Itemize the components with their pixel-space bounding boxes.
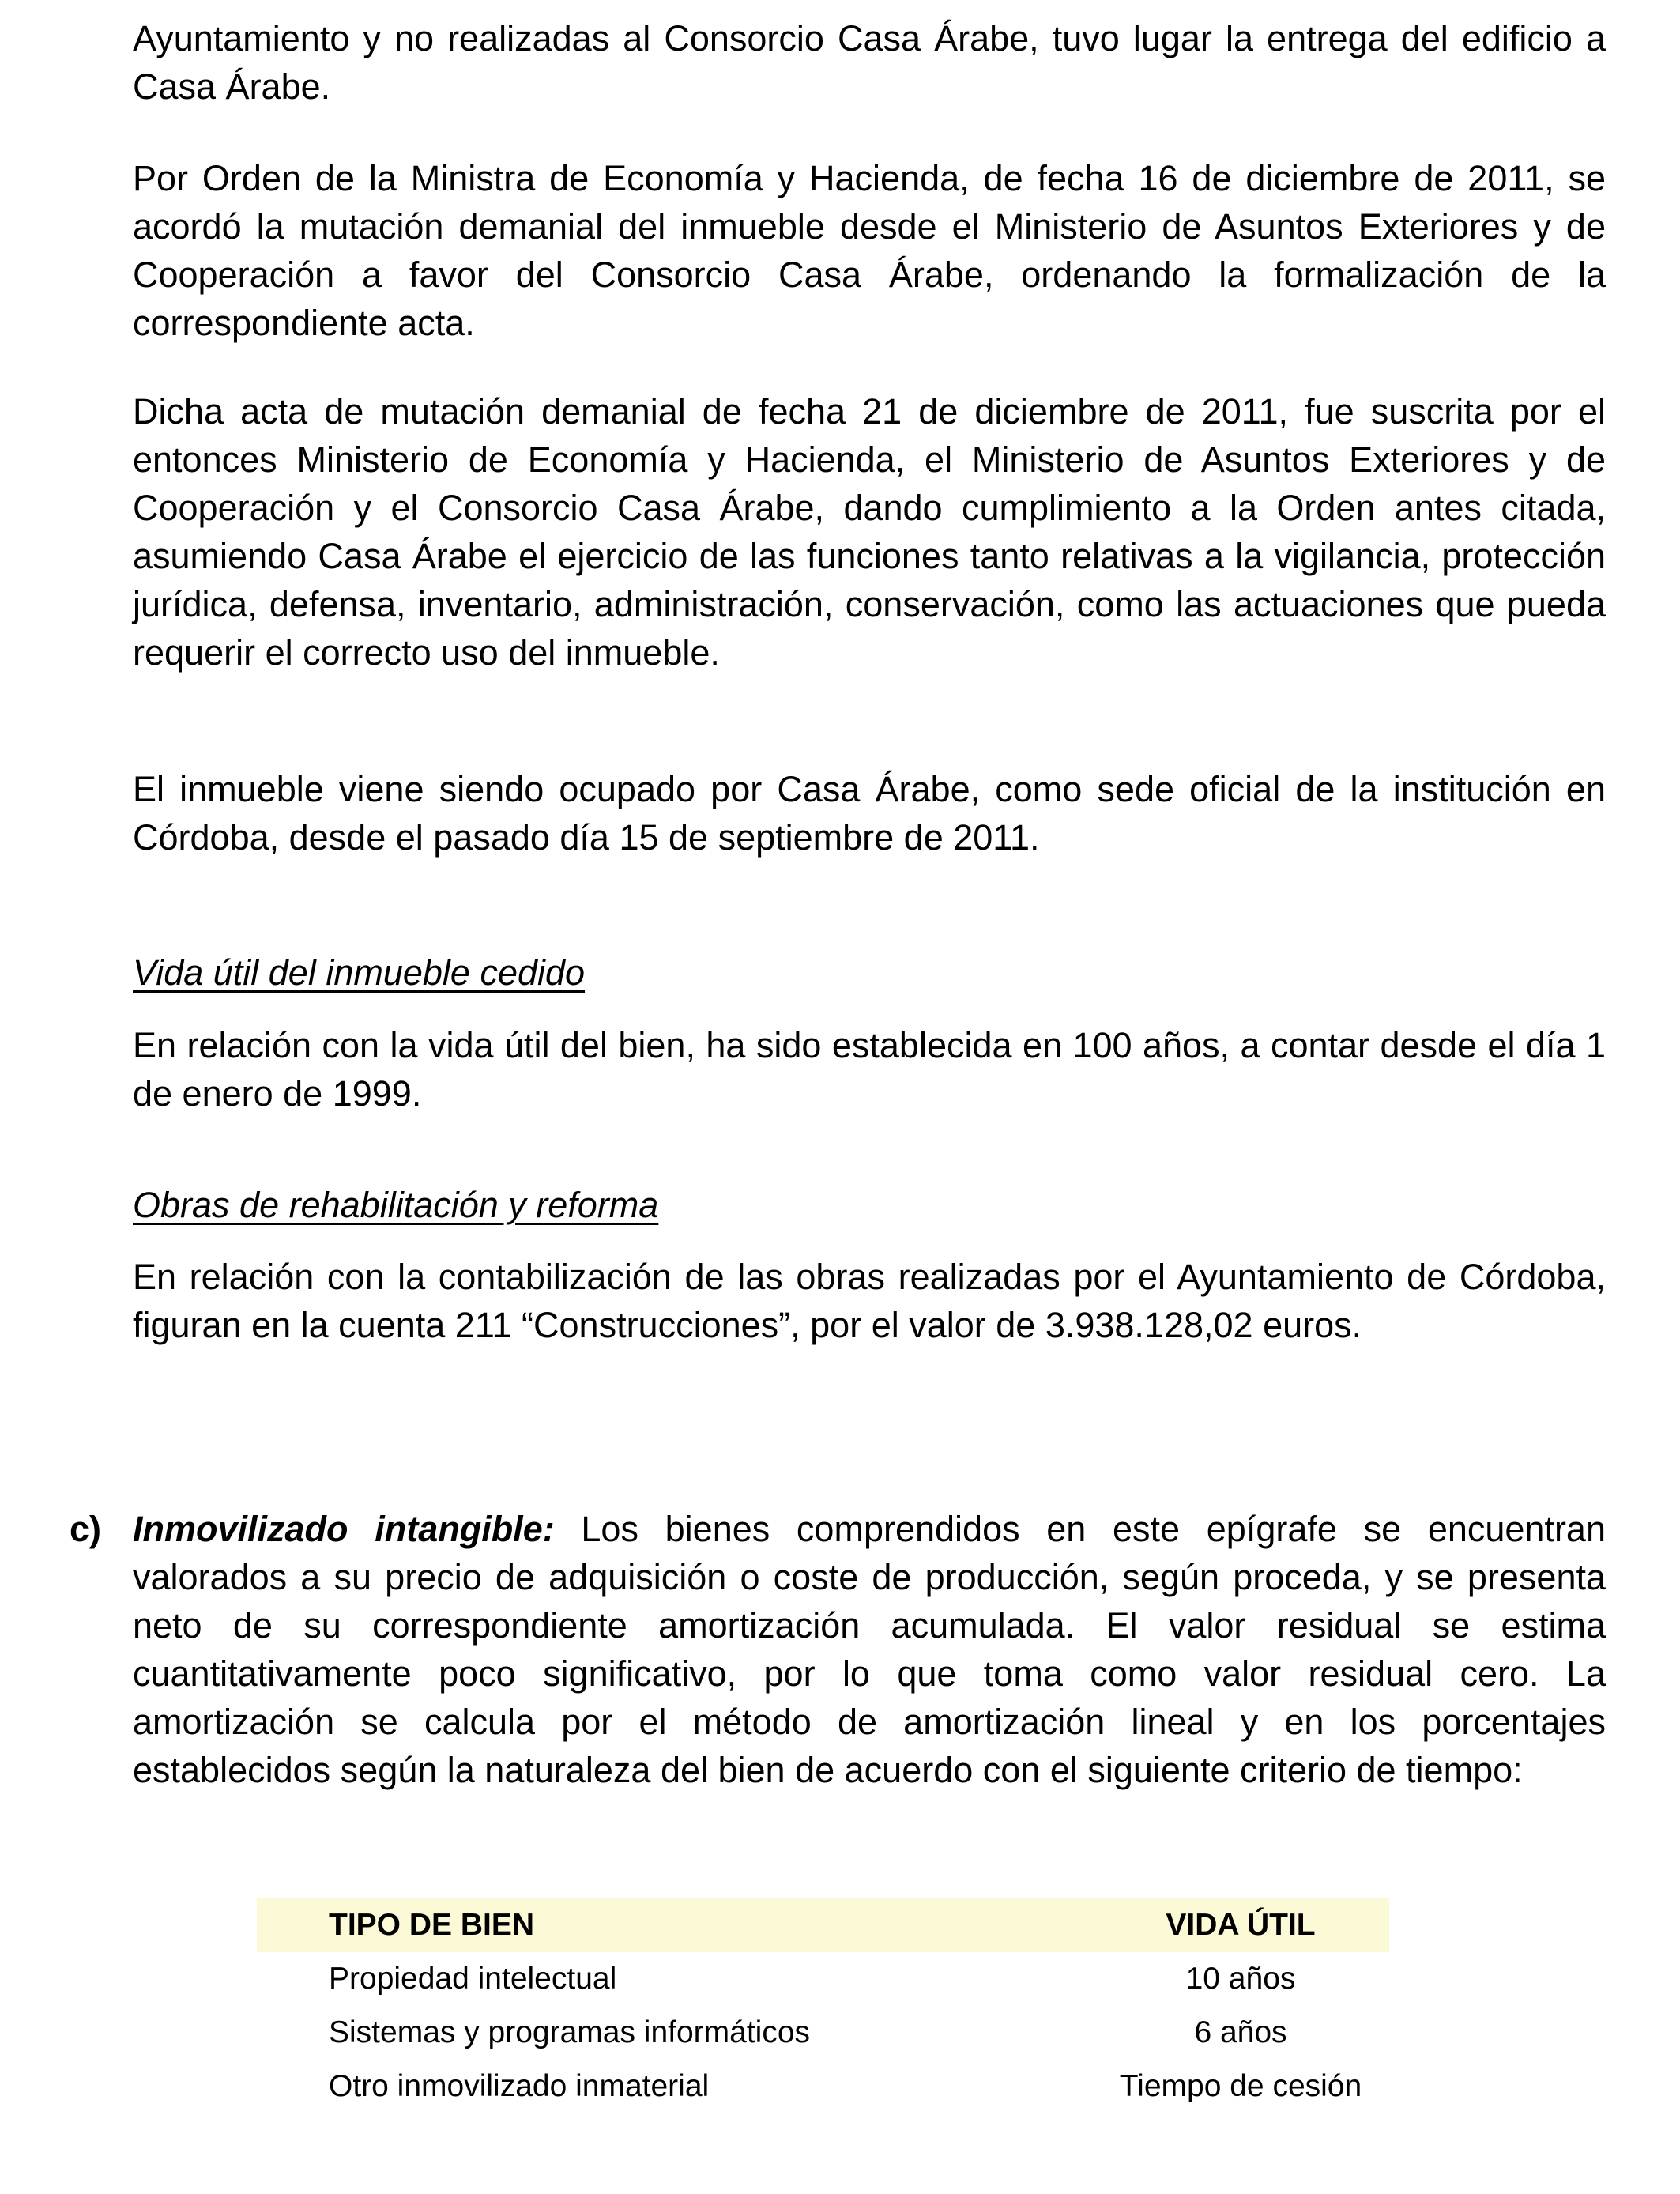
table-row [257,1952,1389,2006]
paragraph-acta-mutacion: Dicha acta de mutación demanial de fecha 21 de diciembre de 2011, fue suscrita por el entonces Ministerio de Economía y Hacienda, el Ministerio de Asuntos Exteriores y de Cooperación y el Consorcio Casa Árabe, dando cumplimiento a la Orden antes citada, asumiendo Casa Árabe el ejercicio de las funciones tanto relativas a la vigilancia, protección jurídica, defensa, inventario, administración, conservación, como las actuaciones que pueda requerir el correcto uso del inmueble. [133,391,1606,673]
vida-util-table [257,1898,1389,2113]
header-tipo-de-bien: TIPO DE BIEN [329,1908,535,1942]
paragraph-entrega: Ayuntamiento y no realizadas al Consorcio Casa Árabe, tuvo lugar la entrega del edificio a Casa Árabe. [133,18,1606,107]
obras-heading: Obras de rehabilitación y reforma [133,1185,659,1225]
table-row [257,2006,1389,2060]
table-cell-vida: Tiempo de cesión [1119,2069,1362,2103]
vida-util-heading: Vida útil del inmueble cedido [133,952,586,993]
paragraph-orden-ministra: Por Orden de la Ministra de Economía y Hacienda, de fecha 16 de diciembre de 2011, se acordó la mutación demanial del inmueble desde el Ministerio de Asuntos Exteriores y de Cooperación a favor del Consorcio Casa Árabe, ordenando la formalización de la correspondiente acta. [133,158,1606,343]
table-cell-tipo: Sistemas y programas informáticos [329,2015,811,2049]
section-c-marker: c) [70,1509,102,1549]
table-cell-vida: 6 años [1194,2015,1287,2049]
vida-util-text: En relación con la vida útil del bien, ha sido establecida en 100 años, a contar desde el día 1 de enero de 1999. [133,1025,1606,1114]
table-header-row [257,1898,1389,1952]
table-cell-vida: 10 años [1185,1962,1296,1996]
section-c-paragraph [133,1505,1606,1794]
section-c-text: Los bienes comprendidos en este epígrafe se encuentran valorados a su precio de adquisición o coste de producción, según proceda, y se presenta neto de su correspondiente amortización acumulada. El valor residual se estima cuantitativamente poco significativo, por lo que toma como valor residual cero. La amortización se calcula por el método de amortización lineal y en los porcentajes establecidos según la naturaleza del bien de acuerdo con el siguiente criterio de tiempo: [133,1509,1606,1790]
header-vida-util: VIDA ÚTIL [1166,1908,1316,1942]
paragraph-ocupacion: El inmueble viene siendo ocupado por Casa Árabe, como sede oficial de la institución en Córdoba, desde el pasado día 15 de septiembre de 2011. [133,769,1606,858]
table-cell-tipo: Propiedad intelectual [329,1962,617,1996]
section-c-lead: Inmovilizado intangible: [133,1509,555,1549]
table-row [257,2060,1389,2113]
obras-text: En relación con la contabilización de las obras realizadas por el Ayuntamiento de Córdoba, figuran en la cuenta 211 “Construcciones”, por el valor de 3.938.128,02 euros. [133,1257,1606,1345]
table-cell-tipo: Otro inmovilizado inmaterial [329,2069,710,2103]
